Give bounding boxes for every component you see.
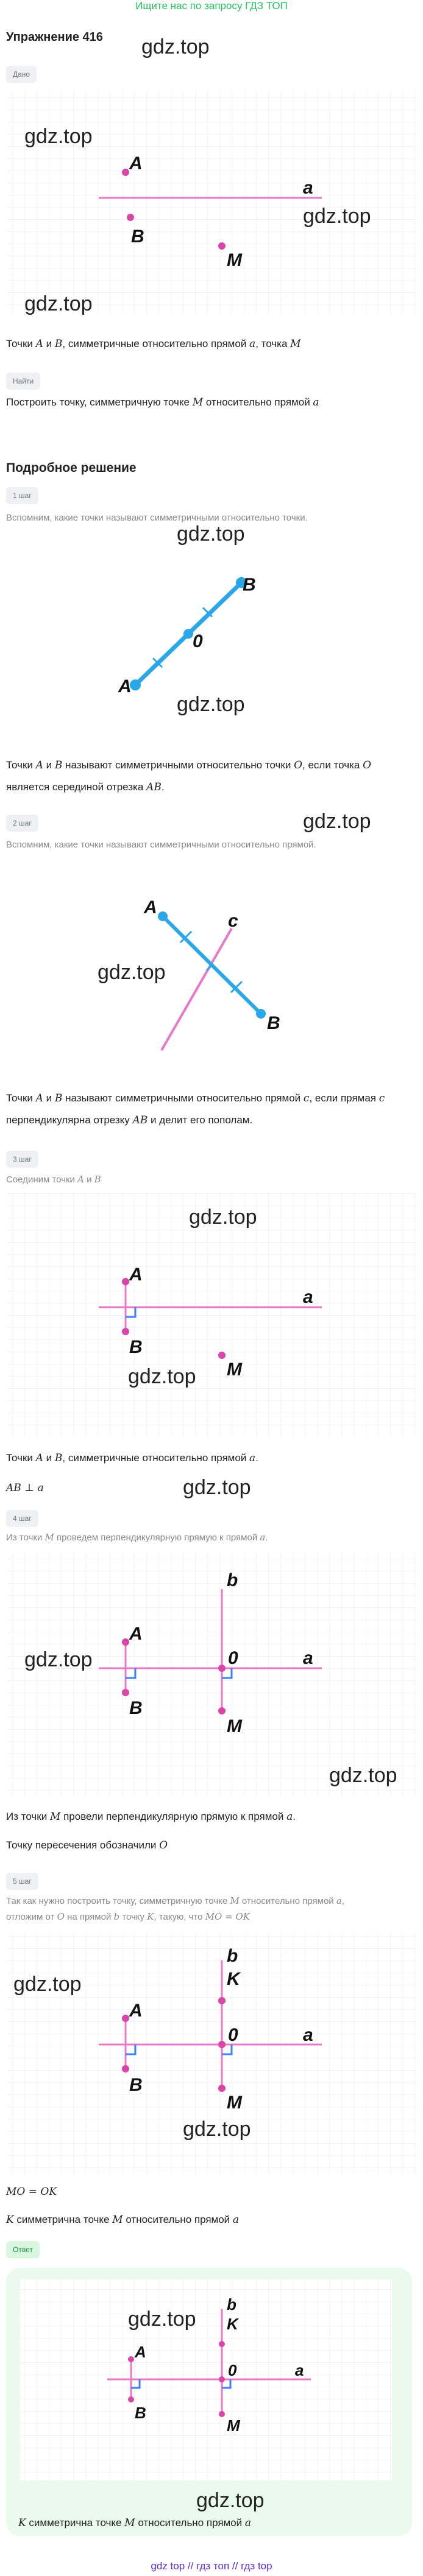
label-a: A: [129, 2001, 143, 2021]
answer-badge: Ответ: [6, 2241, 40, 2258]
label-b: B: [135, 2404, 146, 2422]
step-3-note: Соединим точки A и B: [6, 1174, 101, 1185]
label-b: B: [267, 1013, 280, 1033]
solution-title: Подробное решение: [6, 461, 137, 475]
footer-links[interactable]: gdz top // гдз топ // гдз top: [151, 2560, 272, 2572]
watermark: gdz.top: [98, 961, 166, 984]
label-b: B: [243, 575, 256, 595]
answer-text: K симметрична точке M относительно прямой a: [18, 2517, 252, 2529]
label-c: c: [228, 911, 238, 931]
label-k: K: [227, 1969, 240, 1989]
step-4-text-line2: Точку пересечения обозначили O: [6, 1839, 168, 1851]
label-a: A: [129, 1624, 143, 1644]
label-line-a: a: [303, 178, 313, 198]
label-k: K: [227, 2315, 238, 2333]
label-a: A: [135, 2343, 146, 2361]
label-line-a: a: [303, 1287, 313, 1307]
watermark: gdz.top: [183, 1476, 251, 1499]
label-b-line: b: [227, 1946, 238, 1966]
step-5-formula: MO = OK: [6, 2186, 57, 2198]
label-o: 0: [228, 2361, 237, 2379]
step-1-text-line2: является серединой отрезка AB.: [6, 781, 165, 793]
point-a: [128, 2356, 134, 2362]
point-b: [128, 2396, 134, 2402]
step-5-badge: 5 шаг: [6, 1873, 38, 1890]
label-b: B: [129, 2075, 143, 2095]
find-text: Построить точку, симметричную точке M относительно прямой a: [6, 396, 319, 409]
step-4-badge: 4 шаг: [6, 1510, 38, 1527]
step-1-badge: 1 шаг: [6, 487, 38, 504]
label-m: M: [227, 250, 242, 270]
label-line-a: a: [303, 2025, 313, 2045]
watermark: gdz.top: [303, 205, 371, 228]
search-banner[interactable]: Ищите нас по запросу ГДЗ ТОП: [135, 0, 288, 12]
watermark: gdz.top: [196, 2489, 265, 2512]
label-b-line: b: [227, 2295, 236, 2314]
watermark: gdz.top: [13, 1973, 82, 1996]
point-k: [219, 2341, 225, 2347]
find-badge: Найти: [6, 373, 40, 390]
step-2-badge: 2 шаг: [6, 815, 38, 832]
label-m: M: [227, 1716, 242, 1736]
step-1-text: Точки A и B называют симметричными относительно точки O, если точка O: [6, 759, 371, 771]
label-a: A: [118, 676, 132, 697]
point-m: [219, 2411, 225, 2417]
label-o: 0: [228, 2025, 238, 2045]
watermark: gdz.top: [128, 1365, 196, 1388]
watermark: gdz.top: [177, 693, 245, 716]
step-3-formula: AB ⊥ a: [6, 1482, 44, 1494]
watermark: gdz.top: [24, 292, 93, 315]
label-a: A: [129, 153, 143, 174]
given-text: Точки A и B, симметричные относительно прямой a, точка M: [6, 338, 301, 350]
step-4-note: Из точки M проведем перпендикулярную прямую к прямой a.: [6, 1532, 268, 1543]
step-4-text: Из точки M провели перпендикулярную прямую к прямой a.: [6, 1811, 296, 1823]
label-a: A: [129, 1265, 143, 1285]
label-a: A: [144, 897, 157, 918]
label-o: 0: [193, 631, 203, 651]
watermark: gdz.top: [141, 35, 210, 58]
watermark: gdz.top: [329, 1764, 397, 1787]
step-2-note: Вспомним, какие точки называют симметричными относительно прямой.: [6, 840, 316, 850]
label-b-line: b: [227, 1570, 238, 1590]
step-3-badge: 3 шаг: [6, 1151, 38, 1168]
step-2-text: Точки A и B называют симметричными относительно прямой c, если прямая c: [6, 1092, 385, 1104]
label-b: B: [129, 1337, 143, 1357]
step-1-note: Вспомним, какие точки называют симметричными относительно точки.: [6, 513, 308, 523]
watermark: gdz.top: [128, 2308, 196, 2331]
label-b: B: [131, 226, 144, 247]
given-badge: Дано: [6, 66, 37, 83]
label-o: 0: [228, 1648, 238, 1668]
watermark: gdz.top: [24, 125, 93, 148]
step-5-note: Так как нужно построить точку, симметричную точке M относительно прямой a,: [6, 1895, 344, 1906]
label-m: M: [227, 2416, 240, 2435]
watermark: gdz.top: [183, 2118, 251, 2141]
step-5-result: K симметрична точке M относительно прямой a: [6, 2214, 240, 2226]
page-title: Упражнение 416: [6, 30, 103, 44]
label-line-a: a: [303, 1648, 313, 1668]
watermark: gdz.top: [303, 810, 371, 833]
watermark: gdz.top: [24, 1648, 93, 1671]
watermark: gdz.top: [189, 1206, 257, 1229]
step-5-note-line2: отложим от O на прямой b точку K, такую, что MO = OK: [6, 1911, 250, 1922]
step-2-text-line2: перпендикулярна отрезку AB и делит его пополам.: [6, 1114, 253, 1126]
label-m: M: [227, 2093, 242, 2113]
step-3-text: Точки A и B, симметричные относительно прямой a.: [6, 1452, 258, 1464]
label-b: B: [129, 1698, 143, 1718]
watermark: gdz.top: [177, 522, 245, 546]
label-line-a: a: [295, 2361, 304, 2379]
label-m: M: [227, 1360, 242, 1380]
point-o: [219, 2376, 225, 2382]
